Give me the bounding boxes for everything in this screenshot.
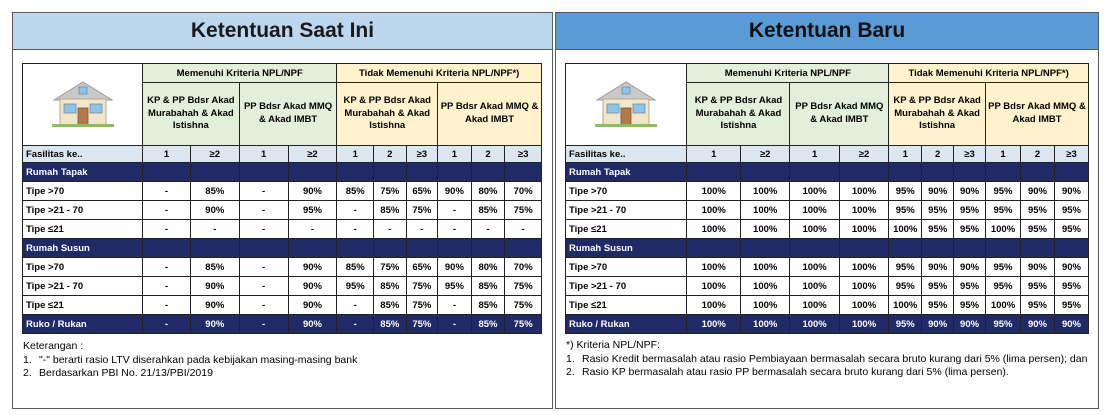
- facility-col: 1: [986, 146, 1021, 163]
- ltv-cell: -: [143, 258, 191, 277]
- ltv-cell: -: [239, 201, 288, 220]
- table-row: [566, 201, 1089, 220]
- ltv-cell: 65%: [406, 258, 438, 277]
- ltv-cell: 70%: [505, 182, 542, 201]
- ltv-cell: 90%: [1054, 258, 1088, 277]
- ltv-cell: 100%: [740, 201, 789, 220]
- ltv-cell: 85%: [374, 277, 407, 296]
- section-fill: [505, 239, 542, 258]
- house-cell: [566, 64, 687, 146]
- ltv-cell: 100%: [687, 315, 741, 334]
- subgroup-kp-pp: KP & PP Bdsr Akad Murabahah & Akad Istishna: [687, 83, 790, 146]
- note-number: 2.: [566, 366, 575, 379]
- ltv-cell: 100%: [839, 258, 888, 277]
- subgroup-kp-pp: KP & PP Bdsr Akad Murabahah & Akad Istishna: [143, 83, 240, 146]
- ltv-cell: 95%: [1021, 201, 1055, 220]
- section-fill: [337, 163, 374, 182]
- subgroup-kp-pp: KP & PP Bdsr Akad Murabahah & Akad Istishna: [889, 83, 986, 146]
- ltv-cell: 90%: [288, 258, 337, 277]
- ltv-table-current: [22, 63, 542, 334]
- row-label: Tipe >21 - 70: [23, 201, 143, 220]
- ltv-cell: 100%: [790, 201, 839, 220]
- ltv-cell: 95%: [922, 220, 954, 239]
- ltv-cell: 95%: [954, 296, 986, 315]
- ltv-cell: 100%: [790, 258, 839, 277]
- section-row: [566, 163, 1089, 182]
- row-label: Ruko / Rukan: [566, 315, 687, 334]
- section-fill: [954, 163, 986, 182]
- ltv-cell: 100%: [687, 277, 741, 296]
- ltv-cell: 90%: [288, 182, 337, 201]
- table-body: [23, 163, 542, 334]
- ltv-cell: 95%: [922, 201, 954, 220]
- ltv-cell: 90%: [438, 182, 472, 201]
- subgroup-pp-mmq: PP Bdsr Akad MMQ & Akad IMBT: [790, 83, 889, 146]
- ltv-cell: 75%: [505, 296, 542, 315]
- note-text: Rasio Kredit bermasalah atau rasio Pembiayaan bermasalah secara bruto kurang dari 5% (lima persen); dan: [582, 352, 1088, 365]
- subgroup-pp-mmq: PP Bdsr Akad MMQ & Akad IMBT: [438, 83, 542, 146]
- ltv-cell: 90%: [190, 201, 239, 220]
- section-fill: [143, 239, 191, 258]
- ltv-cell: -: [337, 201, 374, 220]
- ltv-cell: -: [406, 220, 438, 239]
- ltv-cell: 85%: [374, 315, 407, 334]
- ltv-cell: 75%: [406, 277, 438, 296]
- ltv-cell: 90%: [922, 258, 954, 277]
- note-text: Rasio KP bermasalah atau rasio PP bermasalah secara bruto kurang dari 5% (lima persen).: [582, 366, 1009, 379]
- section-fill: [1021, 163, 1055, 182]
- section-fill: [790, 163, 839, 182]
- ltv-cell: 90%: [190, 315, 239, 334]
- section-fill: [839, 239, 888, 258]
- section-fill: [190, 239, 239, 258]
- facility-col: ≥2: [839, 146, 888, 163]
- facility-col: ≥3: [505, 146, 542, 163]
- ltv-cell: 90%: [1021, 315, 1055, 334]
- section-fill: [471, 239, 505, 258]
- notes: [566, 339, 1094, 380]
- ltv-cell: -: [239, 220, 288, 239]
- notes-title: *) Kriteria NPL/NPF:: [566, 339, 660, 351]
- section-row: [23, 239, 542, 258]
- row-label: Tipe ≤21: [23, 296, 143, 315]
- section-fill: [505, 163, 542, 182]
- ltv-cell: -: [239, 315, 288, 334]
- section-fill: [471, 163, 505, 182]
- ltv-cell: 100%: [740, 258, 789, 277]
- table-row: [23, 258, 542, 277]
- ltv-cell: 100%: [790, 220, 839, 239]
- section-fill: [790, 239, 839, 258]
- facility-col: 1: [438, 146, 472, 163]
- ltv-cell: -: [143, 220, 191, 239]
- note-item: [566, 353, 1094, 367]
- section-fill: [288, 239, 337, 258]
- section-fill: [1054, 239, 1088, 258]
- ltv-cell: 85%: [337, 258, 374, 277]
- note-item: [23, 354, 543, 368]
- ltv-cell: 65%: [406, 182, 438, 201]
- ltv-cell: 100%: [790, 296, 839, 315]
- ltv-cell: 70%: [505, 258, 542, 277]
- ltv-cell: 100%: [839, 277, 888, 296]
- ltv-cell: 95%: [1021, 277, 1055, 296]
- ltv-cell: 100%: [687, 201, 741, 220]
- ltv-cell: 85%: [471, 296, 505, 315]
- ltv-cell: 95%: [889, 277, 922, 296]
- section-fill: [438, 239, 472, 258]
- facility-col: 2: [922, 146, 954, 163]
- facility-col: 2: [471, 146, 505, 163]
- note-item: [566, 366, 1094, 380]
- panel-title: Ketentuan Baru: [556, 13, 1098, 50]
- section-fill: [922, 239, 954, 258]
- facility-col: 1: [337, 146, 374, 163]
- ltv-cell: 75%: [505, 201, 542, 220]
- ltv-cell: 95%: [889, 201, 922, 220]
- ltv-cell: 100%: [687, 296, 741, 315]
- note-text: Berdasarkan PBI No. 21/13/PBI/2019: [39, 367, 213, 380]
- ltv-cell: 100%: [740, 277, 789, 296]
- ltv-cell: 90%: [288, 296, 337, 315]
- table-row: [23, 182, 542, 201]
- ltv-cell: -: [337, 220, 374, 239]
- ltv-cell: 80%: [471, 258, 505, 277]
- section-fill: [986, 239, 1021, 258]
- ltv-cell: 100%: [790, 182, 839, 201]
- ltv-cell: 95%: [288, 201, 337, 220]
- ltv-cell: 90%: [1021, 182, 1055, 201]
- ltv-cell: 100%: [740, 296, 789, 315]
- house-cell: [23, 64, 143, 146]
- ltv-cell: -: [143, 182, 191, 201]
- facility-col: ≥2: [190, 146, 239, 163]
- facility-col: ≥2: [740, 146, 789, 163]
- ltv-cell: -: [505, 220, 542, 239]
- ltv-cell: 95%: [954, 220, 986, 239]
- ltv-cell: -: [239, 277, 288, 296]
- section-fill: [889, 239, 922, 258]
- ltv-cell: 100%: [839, 220, 888, 239]
- ltv-cell: 90%: [1054, 315, 1088, 334]
- section-fill: [986, 163, 1021, 182]
- row-label: Tipe >21 - 70: [566, 201, 687, 220]
- ltv-cell: 75%: [505, 277, 542, 296]
- subgroup-pp-mmq: PP Bdsr Akad MMQ & Akad IMBT: [239, 83, 337, 146]
- section-title: Rumah Susun: [566, 239, 687, 258]
- ltv-cell: 100%: [687, 182, 741, 201]
- footer-row: [23, 315, 542, 334]
- ltv-cell: -: [288, 220, 337, 239]
- ltv-cell: 95%: [1054, 220, 1088, 239]
- ltv-cell: 100%: [986, 220, 1021, 239]
- ltv-cell: 90%: [190, 277, 239, 296]
- ltv-cell: 85%: [471, 277, 505, 296]
- ltv-cell: 85%: [190, 182, 239, 201]
- ltv-cell: 100%: [687, 258, 741, 277]
- facility-label: Fasilitas ke..: [566, 146, 687, 163]
- note-number: 1.: [23, 353, 32, 366]
- row-label: Tipe >21 - 70: [23, 277, 143, 296]
- facility-col: 2: [374, 146, 407, 163]
- ltv-cell: -: [143, 315, 191, 334]
- section-fill: [740, 163, 789, 182]
- ltv-cell: 95%: [986, 315, 1021, 334]
- ltv-cell: -: [438, 201, 472, 220]
- table-row: [23, 201, 542, 220]
- ltv-cell: 95%: [986, 182, 1021, 201]
- current-provisions-panel: [12, 12, 553, 409]
- section-fill: [239, 239, 288, 258]
- facility-col: ≥3: [406, 146, 438, 163]
- section-fill: [406, 163, 438, 182]
- ltv-cell: 75%: [374, 258, 407, 277]
- ltv-cell: 90%: [288, 315, 337, 334]
- facility-col: 1: [889, 146, 922, 163]
- section-fill: [337, 239, 374, 258]
- group-not-meets-criteria: Tidak Memenuhi Kriteria NPL/NPF*): [889, 64, 1089, 83]
- facility-col: ≥3: [954, 146, 986, 163]
- section-fill: [922, 163, 954, 182]
- group-meets-criteria: Memenuhi Kriteria NPL/NPF: [687, 64, 889, 83]
- ltv-cell: 95%: [922, 277, 954, 296]
- ltv-cell: 90%: [288, 277, 337, 296]
- house-icon: [48, 78, 118, 128]
- ltv-cell: 100%: [740, 220, 789, 239]
- ltv-cell: -: [143, 201, 191, 220]
- table-row: [566, 277, 1089, 296]
- ltv-cell: 100%: [790, 277, 839, 296]
- ltv-cell: -: [374, 220, 407, 239]
- row-label: Tipe ≤21: [566, 220, 687, 239]
- row-label: Tipe >70: [566, 258, 687, 277]
- section-fill: [374, 163, 407, 182]
- ltv-cell: 95%: [1054, 201, 1088, 220]
- ltv-cell: 90%: [954, 258, 986, 277]
- ltv-cell: 100%: [740, 315, 789, 334]
- ltv-table-new: [565, 63, 1089, 334]
- ltv-cell: 95%: [1054, 296, 1088, 315]
- ltv-cell: 100%: [839, 201, 888, 220]
- new-provisions-panel: [555, 12, 1099, 409]
- section-fill: [687, 239, 741, 258]
- group-not-meets-criteria: Tidak Memenuhi Kriteria NPL/NPF*): [337, 64, 542, 83]
- ltv-cell: 85%: [337, 182, 374, 201]
- facility-col: 1: [239, 146, 288, 163]
- table-row: [566, 258, 1089, 277]
- row-label: Tipe ≤21: [23, 220, 143, 239]
- ltv-cell: 80%: [471, 182, 505, 201]
- section-fill: [1021, 239, 1055, 258]
- row-label: Ruko / Rukan: [23, 315, 143, 334]
- ltv-cell: 95%: [889, 182, 922, 201]
- ltv-cell: -: [239, 296, 288, 315]
- notes-title: Keterangan :: [23, 340, 84, 352]
- ltv-cell: -: [190, 220, 239, 239]
- section-title: Rumah Susun: [23, 239, 143, 258]
- facility-label: Fasilitas ke..: [23, 146, 143, 163]
- facility-header-row: [566, 146, 1089, 163]
- notes: [23, 340, 543, 381]
- row-label: Tipe >70: [23, 182, 143, 201]
- section-fill: [954, 239, 986, 258]
- ltv-cell: 75%: [374, 182, 407, 201]
- ltv-cell: -: [337, 296, 374, 315]
- section-fill: [288, 163, 337, 182]
- table-body: [566, 163, 1089, 334]
- ltv-cell: 75%: [406, 296, 438, 315]
- ltv-cell: -: [239, 258, 288, 277]
- ltv-cell: -: [143, 296, 191, 315]
- ltv-cell: 95%: [1021, 296, 1055, 315]
- ltv-cell: 95%: [986, 258, 1021, 277]
- ltv-cell: -: [471, 220, 505, 239]
- section-fill: [740, 239, 789, 258]
- note-number: 2.: [23, 367, 32, 380]
- ltv-cell: 75%: [406, 201, 438, 220]
- section-fill: [190, 163, 239, 182]
- section-fill: [406, 239, 438, 258]
- table-row: [23, 277, 542, 296]
- section-fill: [839, 163, 888, 182]
- row-label: Tipe >70: [566, 182, 687, 201]
- section-fill: [687, 163, 741, 182]
- ltv-cell: 90%: [922, 182, 954, 201]
- section-fill: [1054, 163, 1088, 182]
- table-row: [566, 296, 1089, 315]
- note-number: 1.: [566, 352, 575, 365]
- facility-col: 1: [687, 146, 741, 163]
- ltv-cell: 95%: [889, 315, 922, 334]
- row-label: Tipe >70: [23, 258, 143, 277]
- ltv-cell: 100%: [839, 315, 888, 334]
- note-item: [23, 367, 543, 381]
- section-fill: [143, 163, 191, 182]
- ltv-cell: -: [438, 315, 472, 334]
- footer-row: [566, 315, 1089, 334]
- ltv-cell: 95%: [1021, 220, 1055, 239]
- ltv-cell: 85%: [471, 315, 505, 334]
- facility-col: ≥2: [288, 146, 337, 163]
- ltv-cell: 90%: [954, 182, 986, 201]
- ltv-cell: 95%: [922, 296, 954, 315]
- section-fill: [374, 239, 407, 258]
- ltv-cell: -: [438, 296, 472, 315]
- ltv-cell: -: [438, 220, 472, 239]
- table-row: [566, 182, 1089, 201]
- group-meets-criteria: Memenuhi Kriteria NPL/NPF: [143, 64, 337, 83]
- ltv-cell: 95%: [337, 277, 374, 296]
- ltv-cell: 90%: [954, 315, 986, 334]
- facility-header-row: [23, 146, 542, 163]
- ltv-cell: -: [337, 315, 374, 334]
- section-row: [566, 239, 1089, 258]
- facility-col: ≥3: [1054, 146, 1088, 163]
- facility-col: 1: [790, 146, 839, 163]
- section-fill: [438, 163, 472, 182]
- ltv-cell: 100%: [889, 296, 922, 315]
- ltv-cell: 90%: [438, 258, 472, 277]
- section-row: [23, 163, 542, 182]
- note-text: "-" berarti rasio LTV diserahkan pada kebijakan masing-masing bank: [39, 353, 358, 366]
- ltv-cell: 100%: [687, 220, 741, 239]
- table-row: [23, 220, 542, 239]
- ltv-cell: 95%: [986, 277, 1021, 296]
- ltv-cell: 85%: [190, 258, 239, 277]
- ltv-cell: 95%: [889, 258, 922, 277]
- ltv-cell: 85%: [374, 201, 407, 220]
- ltv-cell: 90%: [190, 296, 239, 315]
- ltv-cell: 90%: [1021, 258, 1055, 277]
- ltv-cell: 95%: [1054, 277, 1088, 296]
- ltv-cell: 100%: [839, 182, 888, 201]
- table-row: [566, 220, 1089, 239]
- ltv-cell: 100%: [986, 296, 1021, 315]
- row-label: Tipe ≤21: [566, 296, 687, 315]
- ltv-cell: 90%: [1054, 182, 1088, 201]
- panel-title: Ketentuan Saat Ini: [13, 13, 552, 50]
- house-icon: [591, 78, 661, 128]
- ltv-cell: 75%: [505, 315, 542, 334]
- ltv-cell: 90%: [922, 315, 954, 334]
- ltv-cell: 100%: [839, 296, 888, 315]
- subgroup-kp-pp: KP & PP Bdsr Akad Murabahah & Akad Istishna: [337, 83, 438, 146]
- ltv-cell: -: [143, 277, 191, 296]
- section-title: Rumah Tapak: [566, 163, 687, 182]
- subgroup-pp-mmq: PP Bdsr Akad MMQ & Akad IMBT: [986, 83, 1089, 146]
- row-label: Tipe >21 - 70: [566, 277, 687, 296]
- ltv-cell: 95%: [954, 201, 986, 220]
- ltv-cell: 100%: [889, 220, 922, 239]
- ltv-cell: 100%: [790, 315, 839, 334]
- section-fill: [239, 163, 288, 182]
- facility-col: 2: [1021, 146, 1055, 163]
- ltv-cell: 95%: [438, 277, 472, 296]
- facility-col: 1: [143, 146, 191, 163]
- ltv-cell: 95%: [986, 201, 1021, 220]
- table-row: [23, 296, 542, 315]
- section-fill: [889, 163, 922, 182]
- ltv-cell: 85%: [471, 201, 505, 220]
- ltv-cell: -: [239, 182, 288, 201]
- ltv-cell: 85%: [374, 296, 407, 315]
- ltv-cell: 100%: [740, 182, 789, 201]
- ltv-cell: 75%: [406, 315, 438, 334]
- section-title: Rumah Tapak: [23, 163, 143, 182]
- ltv-cell: 95%: [954, 277, 986, 296]
